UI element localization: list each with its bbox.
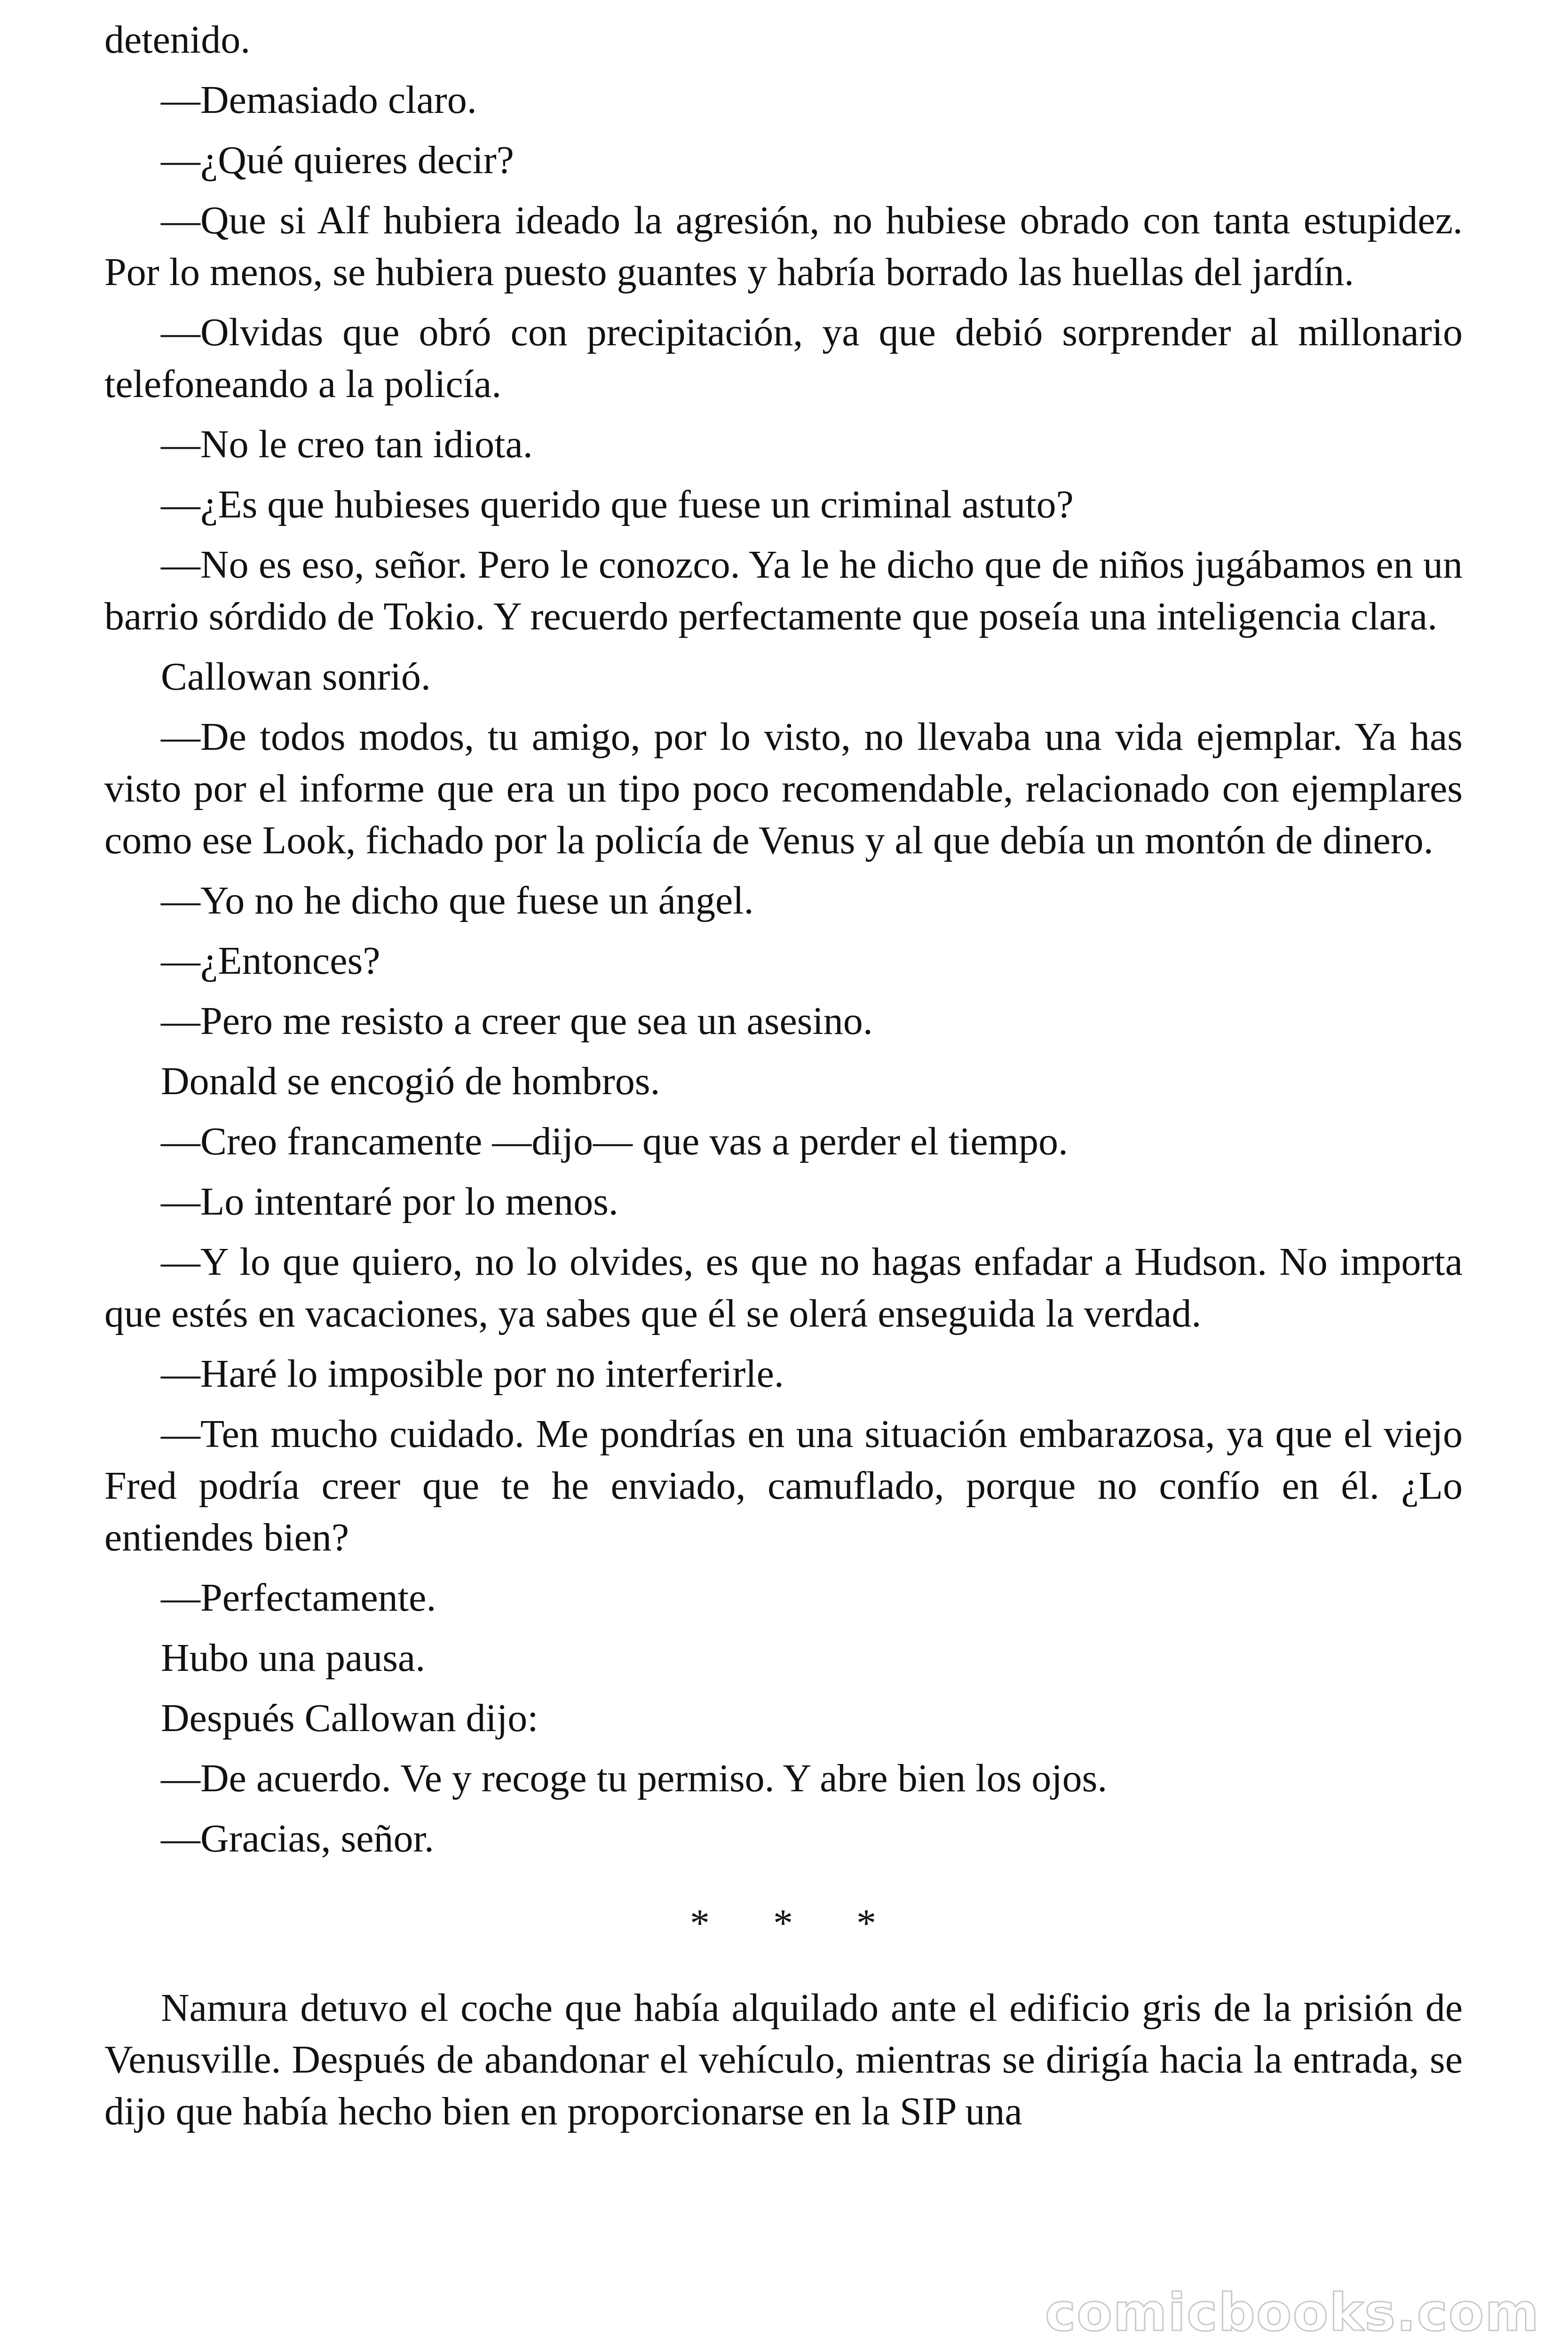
paragraph: —Perfectamente. bbox=[161, 1576, 436, 1620]
watermark-logo: comicbooks.com bbox=[1045, 2282, 1540, 2343]
body-text bbox=[104, 14, 1463, 2146]
paragraphs-top bbox=[104, 14, 1463, 1865]
paragraph: —¿Es que hubieses querido que fuese un criminal astuto? bbox=[161, 483, 1074, 526]
paragraph: —Creo francamente —dijo— que vas a perder el tiempo. bbox=[161, 1120, 1068, 1163]
paragraph: —No le creo tan idiota. bbox=[161, 422, 533, 466]
paragraph: —Olvidas que obró con precipitación, ya que debió sorprender al millonario telefoneando a la policía. bbox=[104, 310, 1463, 406]
section-separator: * * * bbox=[690, 1901, 877, 1945]
paragraph: Hubo una pausa. bbox=[161, 1636, 426, 1680]
paragraph: —Pero me resisto a creer que sea un asesino. bbox=[161, 999, 873, 1043]
paragraph: —De acuerdo. Ve y recoge tu permiso. Y abre bien los ojos. bbox=[161, 1756, 1108, 1800]
paragraph: —Demasiado claro. bbox=[161, 78, 477, 122]
paragraph: —De todos modos, tu amigo, por lo visto, no llevaba una vida ejemplar. Ya has visto por el informe que era un tipo poco recomendable, relacionado con ejemplares como ese Look, fichado por la policía de Venus y al que debía un montón de dinero. bbox=[104, 715, 1463, 862]
paragraph: —Lo intentaré por lo menos. bbox=[161, 1180, 618, 1224]
paragraph: —Gracias, señor. bbox=[161, 1817, 434, 1860]
paragraph: —Yo no he dicho que fuese un ángel. bbox=[161, 879, 754, 922]
paragraph: —Haré lo imposible por no interferirle. bbox=[161, 1352, 784, 1396]
paragraph: —¿Entonces? bbox=[161, 939, 380, 983]
paragraphs-bottom bbox=[104, 1982, 1463, 2137]
paragraph: Donald se encogió de hombros. bbox=[161, 1059, 660, 1103]
paragraph: —Y lo que quiero, no lo olvides, es que no hagas enfadar a Hudson. No importa que estés en vacaciones, ya sabes que él se olerá enseguida la verdad. bbox=[104, 1240, 1463, 1335]
paragraph: —¿Qué quieres decir? bbox=[161, 138, 514, 182]
paragraph: Después Callowan dijo: bbox=[161, 1696, 539, 1740]
paragraph: —Que si Alf hubiera ideado la agresión, no hubiese obrado con tanta estupidez. Por lo menos, se hubiera puesto guantes y habría borrado las huellas del jardín. bbox=[104, 199, 1463, 294]
paragraph: Callowan sonrió. bbox=[161, 655, 431, 699]
paragraph: —Ten mucho cuidado. Me pondrías en una situación embarazosa, ya que el viejo Fred podría creer que te he enviado, camuflado, porque no confío en él. ¿Lo entiendes bien? bbox=[104, 1412, 1463, 1559]
paragraph: Namura detuvo el coche que había alquilado ante el edificio gris de la prisión de Venusville. Después de abandonar el vehículo, mientras se dirigía hacia la entrada, se dijo que había hecho bien en proporcionarse en la SIP una bbox=[104, 1986, 1463, 2133]
paragraph: detenido. bbox=[104, 18, 251, 62]
paragraph: —No es eso, señor. Pero le conozco. Ya le he dicho que de niños jugábamos en un barrio sórdido de Tokio. Y recuerdo perfectamente que poseía una inteligencia clara. bbox=[104, 543, 1463, 638]
